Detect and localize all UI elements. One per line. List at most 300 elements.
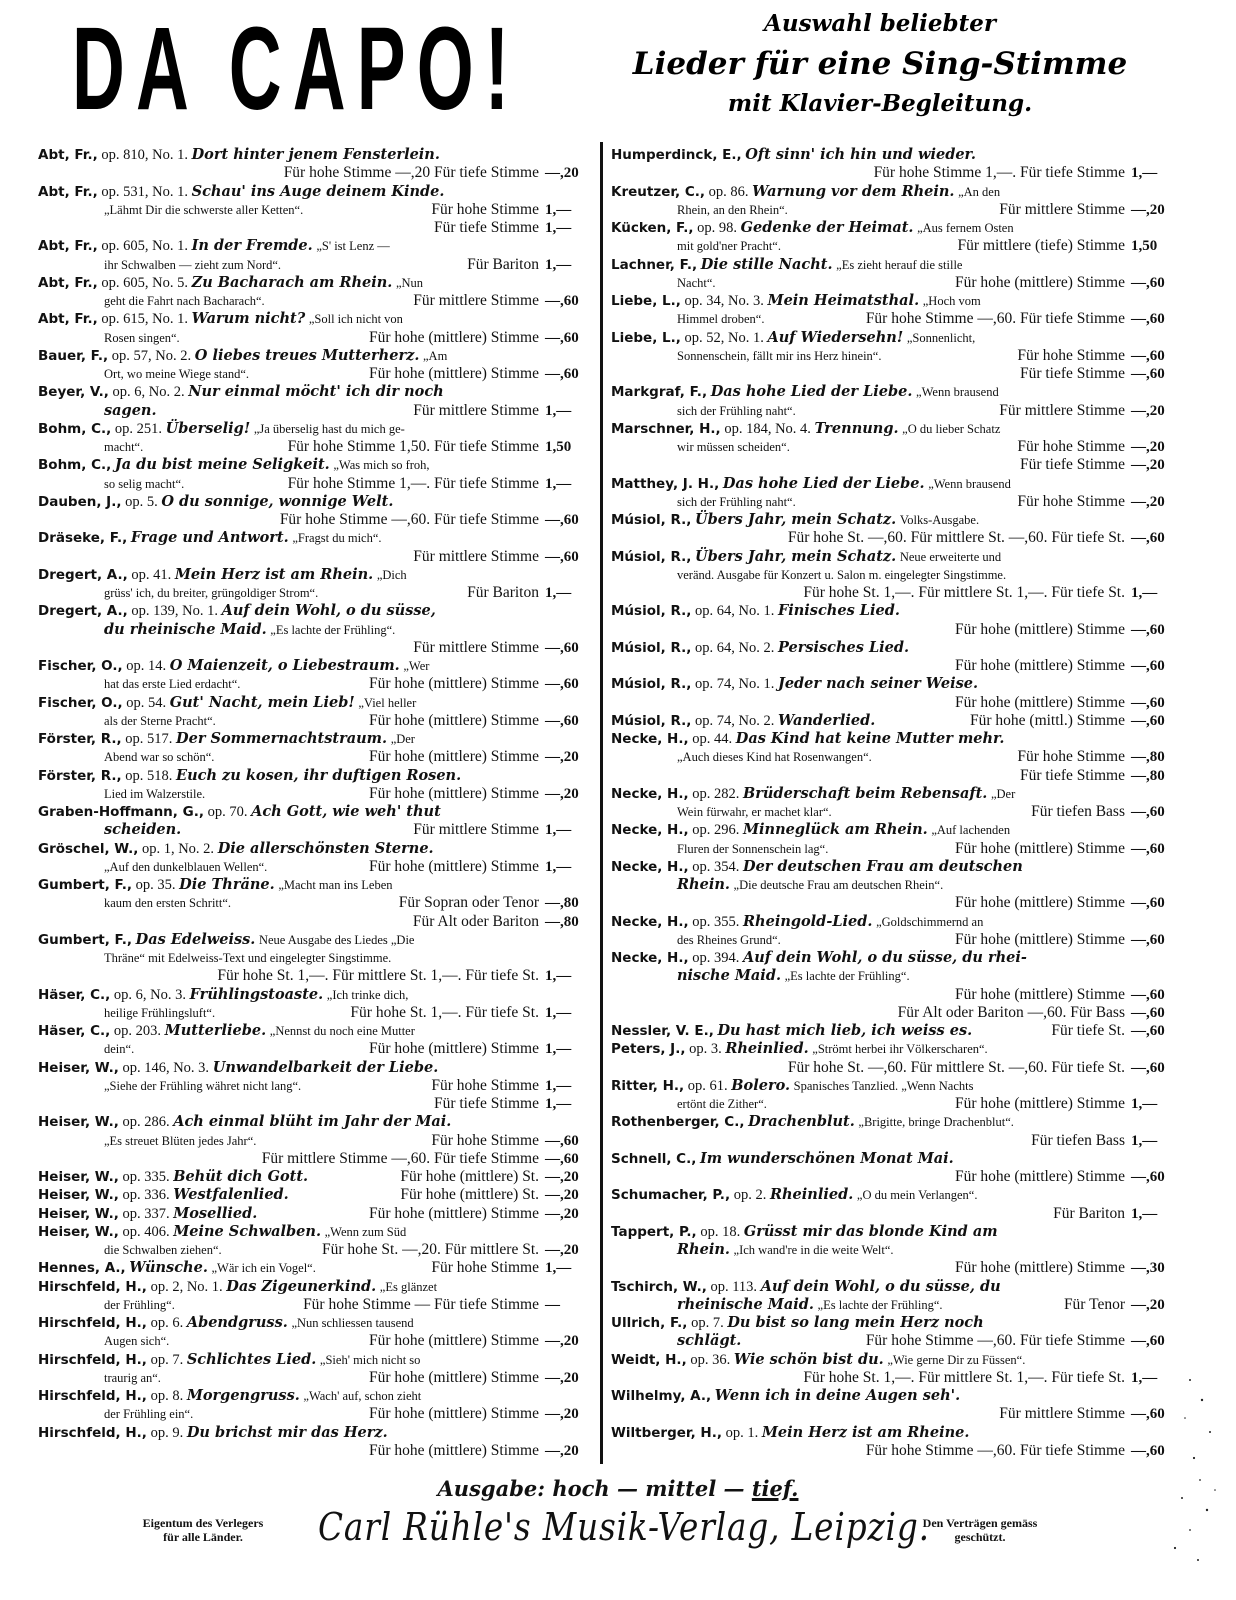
song-quote: „Wenn brausend xyxy=(928,476,1011,491)
copyright-note xyxy=(118,1516,288,1544)
entry-continuation-line xyxy=(38,913,595,931)
song-quote: Rhein, an den Rhein“. xyxy=(677,202,788,217)
entry-first-line xyxy=(611,1113,1181,1131)
entry-text xyxy=(104,256,281,274)
composer-name: Ullrich, F., xyxy=(611,1315,688,1331)
catalog-entry xyxy=(38,1351,595,1388)
voice-type: Für hohe (mittlere) Stimme xyxy=(954,273,1125,291)
price: 1,— xyxy=(545,402,572,419)
song-quote: „Fragst du mich“. xyxy=(292,531,382,546)
entry-text xyxy=(677,274,716,292)
song-quote: sich der Frühling naht“. xyxy=(677,403,796,418)
opus-number: op. 6, No. 3. xyxy=(113,986,187,1003)
voice-type: Für hohe Stimme xyxy=(431,1259,539,1277)
voice-type: Für hohe (mittlere) Stimme xyxy=(954,620,1125,638)
composer-name: Heiser, W., xyxy=(38,1223,119,1240)
composer-name: Necke, H., xyxy=(611,950,689,966)
opus-number: op. 5. xyxy=(125,493,158,510)
song-title: Nur einmal möcht' ich dir noch xyxy=(188,383,444,401)
song-title: Auf Wiedersehn! xyxy=(767,328,904,346)
composer-name: Gumbert, F., xyxy=(38,931,133,948)
price: 1,— xyxy=(545,220,572,236)
song-quote: „Es streuet Blüten jedes Jahr“. xyxy=(104,1133,257,1148)
entry-text xyxy=(104,949,391,967)
composer-name: Músiol, R., xyxy=(611,676,692,693)
song-title: Überselig! xyxy=(165,419,251,437)
entry-text xyxy=(104,402,157,420)
entry-continuation-line xyxy=(611,347,1181,365)
song-title: Ach Gott, wie weh' thut xyxy=(251,803,441,820)
opus-number: op. 605, No. 5. xyxy=(101,274,188,291)
song-quote: Rosen singen“. xyxy=(104,330,180,345)
voice-type: Für hohe St. —,60. Für mittlere St. —,60. Für tiefe St. xyxy=(787,1058,1125,1076)
voice-type: Für mittlere (tiefe) Stimme xyxy=(957,237,1125,255)
entry-first-line xyxy=(38,986,595,1004)
catalog-entry xyxy=(611,730,1181,785)
catalog-entry xyxy=(611,146,1181,183)
entry-text xyxy=(38,1186,289,1204)
voice-type: Für Bariton xyxy=(467,255,539,273)
entry-text xyxy=(611,183,1000,201)
composer-name: Dräseke, F., xyxy=(38,530,128,547)
song-title: Meine Schwalben. xyxy=(173,1222,321,1240)
entry-first-line xyxy=(611,511,1181,529)
price: 1,— xyxy=(545,256,572,273)
opus-number: op. 184, No. 4. xyxy=(724,420,811,437)
song-title: nische Maid. xyxy=(677,967,781,985)
song-quote: „Es lachte der Frühling“. xyxy=(784,969,910,984)
entry-text xyxy=(38,237,390,255)
composer-name: Hirschfeld, H., xyxy=(38,1424,147,1441)
song-quote: „Was mich so froh, xyxy=(333,458,430,473)
entry-continuation-line xyxy=(611,876,1181,894)
song-title: Minneglück am Rhein. xyxy=(743,821,928,839)
price: —,20 xyxy=(1131,457,1165,474)
song-quote: „Aus fernem Osten xyxy=(917,221,1014,235)
price: —,80 xyxy=(1131,767,1165,784)
price: —,60 xyxy=(1131,895,1165,912)
composer-name: Dauben, J., xyxy=(38,493,122,510)
opus-number: op. 64, No. 1. xyxy=(694,603,775,620)
entry-continuation-line xyxy=(38,511,595,529)
entry-first-line xyxy=(38,876,595,894)
catalog-entry xyxy=(611,219,1181,256)
composer-name: Abt, Fr., xyxy=(38,238,98,255)
price: —,60 xyxy=(545,512,579,528)
catalog-entry xyxy=(38,383,595,420)
composer-name: Hirschfeld, H., xyxy=(38,1388,147,1404)
entry-first-line xyxy=(611,1278,1181,1296)
entry-first-line xyxy=(611,730,1181,748)
voice-type: Für hohe (mittlere) Stimme xyxy=(368,1332,539,1350)
price: —,20 xyxy=(545,785,579,802)
entry-continuation-line xyxy=(38,1442,595,1460)
voice-type: Für hohe Stimme —,60. Für tiefe Stimme xyxy=(865,1332,1125,1350)
opus-number: op. 57, No. 2. xyxy=(111,347,192,364)
entry-text xyxy=(38,694,416,712)
price: —,60 xyxy=(1131,1442,1165,1459)
catalog-entry xyxy=(38,1168,595,1186)
opus-number: op. 394. xyxy=(692,950,740,966)
voice-type: Für mittlere Stimme xyxy=(999,1405,1125,1423)
price: —,60 xyxy=(1131,658,1165,674)
price: —,60 xyxy=(545,329,579,346)
song-quote: „O du lieber Schatz xyxy=(902,421,1001,436)
song-quote: „Sieh' mich nicht so xyxy=(319,1352,421,1367)
entry-text xyxy=(611,292,981,310)
catalog-entry xyxy=(611,511,1181,548)
song-title: Der Sommernachtstraum. xyxy=(176,730,388,747)
opus-number: op. 70. xyxy=(207,804,248,820)
price: —,20 xyxy=(1131,493,1165,510)
song-title: Rhein. xyxy=(677,1241,730,1258)
entry-continuation-line xyxy=(611,1168,1181,1186)
catalog-entry xyxy=(38,310,595,347)
entry-text xyxy=(38,274,423,292)
entry-continuation-line xyxy=(611,566,1181,584)
entry-continuation-line xyxy=(38,1095,595,1113)
composer-name: Kücken, F., xyxy=(611,220,694,236)
song-title: Auf dein Wohl, o du süsse, du xyxy=(760,1277,1001,1295)
voice-type: Für Bariton xyxy=(467,584,539,601)
entry-first-line xyxy=(38,237,595,255)
price: 1,— xyxy=(1131,1132,1158,1149)
song-quote: traurig an“. xyxy=(104,1370,161,1385)
entry-continuation-line xyxy=(611,657,1181,675)
price: —,20 xyxy=(1131,402,1165,419)
voice-type: Für hohe (mittlere) Stimme xyxy=(368,1405,539,1423)
entry-text xyxy=(104,785,205,803)
song-quote: „Nennst du noch eine Mutter xyxy=(269,1024,415,1038)
voice-type: Für hohe (mittlere) Stimme xyxy=(368,857,539,875)
entry-first-line xyxy=(611,1150,1181,1168)
song-title: Gut' Nacht, mein Lieb! xyxy=(169,693,355,711)
price: 1,— xyxy=(1131,1096,1158,1112)
voice-type: Für mittlere Stimme —,60. Für tiefe Stimme xyxy=(261,1149,539,1167)
song-title: O liebes treues Mutterherz. xyxy=(194,346,420,364)
opus-number: op. 6, No. 2. xyxy=(112,384,185,401)
opus-number: op. 605, No. 1. xyxy=(101,238,188,255)
column-divider xyxy=(600,142,603,1464)
composer-name: Fischer, O., xyxy=(38,658,123,674)
song-quote: „Wenn brausend xyxy=(916,385,999,400)
voice-type: Für hohe (mittlere) Stimme xyxy=(368,1368,539,1386)
entry-continuation-line xyxy=(611,310,1181,328)
edition-options: hoch — mittel — xyxy=(552,1476,745,1501)
song-quote: hat das erste Lied erdacht“. xyxy=(104,677,241,692)
entry-text xyxy=(104,292,265,310)
song-title: Im wunderschönen Monat Mai. xyxy=(699,1149,954,1167)
entry-continuation-line xyxy=(611,621,1181,639)
entry-text xyxy=(104,584,318,602)
song-quote: Nacht“. xyxy=(677,275,716,290)
entry-text xyxy=(611,730,1004,748)
catalog-entry xyxy=(611,602,1181,639)
catalog-entry xyxy=(611,639,1181,676)
subtitle-line-1: Auswahl beliebter xyxy=(764,10,996,37)
price: —,20 xyxy=(545,749,579,766)
voice-type: Für hohe Stimme 1,50. Für tiefe Stimme xyxy=(287,438,539,455)
song-title: Das hohe Lied der Liebe. xyxy=(710,383,913,401)
composer-name: Gumbert, F., xyxy=(38,877,133,893)
entry-continuation-line xyxy=(38,1150,595,1168)
entry-text xyxy=(38,767,461,785)
voice-type: Für hohe Stimme xyxy=(1017,748,1125,766)
catalog-entry xyxy=(611,1113,1181,1150)
entry-first-line xyxy=(38,840,595,858)
entry-text xyxy=(104,365,249,383)
entry-text xyxy=(611,1113,1014,1131)
voice-type: Für hohe (mittlere) Stimme xyxy=(954,894,1125,912)
entry-continuation-line xyxy=(611,931,1181,949)
entry-continuation-line xyxy=(38,475,595,493)
entry-continuation-line xyxy=(611,1369,1181,1387)
song-quote: „Dich xyxy=(376,567,407,582)
composer-name: Tappert, P., xyxy=(611,1223,697,1240)
voice-type: Für Alt oder Bariton —,60. Für Bass xyxy=(897,1003,1125,1021)
price: —,20 xyxy=(1131,201,1165,218)
composer-name: Häser, C., xyxy=(38,1023,111,1039)
price: 1,— xyxy=(1131,165,1158,182)
entry-continuation-line xyxy=(38,785,595,803)
catalog-entry xyxy=(38,183,595,238)
voice-type: Für hohe (mittlere) Stimme xyxy=(954,839,1125,857)
song-quote: heilige Frühlingsluft“. xyxy=(104,1005,216,1020)
entry-text xyxy=(611,639,909,657)
entry-first-line xyxy=(611,1223,1181,1241)
entry-text xyxy=(611,511,979,529)
song-title: Schau' ins Auge deinem Kinde. xyxy=(191,182,445,200)
song-title: Warnung vor dem Rhein. xyxy=(752,182,955,200)
voice-type: Für hohe (mittlere) Stimme xyxy=(954,693,1125,711)
entry-text xyxy=(677,438,790,456)
song-quote: macht“. xyxy=(104,440,144,454)
entry-first-line xyxy=(38,1205,595,1223)
entry-text xyxy=(611,1022,972,1040)
entry-text xyxy=(611,1387,960,1405)
price: 1,— xyxy=(545,968,572,985)
price: —,20 xyxy=(1131,1296,1165,1313)
entry-text xyxy=(104,712,216,730)
song-title: sagen. xyxy=(104,401,157,419)
composer-name: Abt, Fr., xyxy=(38,147,98,163)
entry-first-line xyxy=(611,1186,1181,1204)
song-title: Jeder nach seiner Weise. xyxy=(777,675,979,693)
composer-name: Wilhelmy, A., xyxy=(611,1388,712,1404)
composer-name: Necke, H., xyxy=(611,913,689,930)
opus-number: op. 517. xyxy=(125,731,173,747)
entry-text xyxy=(38,1113,451,1131)
song-quote: mit gold'ner Pracht“. xyxy=(677,239,781,254)
song-quote: des Rheines Grund“. xyxy=(677,932,781,947)
song-title: du rheinische Maid. xyxy=(104,620,267,638)
entry-continuation-line xyxy=(38,256,595,274)
entry-continuation-line xyxy=(611,748,1181,766)
catalog-entry xyxy=(38,602,595,657)
catalog-entry xyxy=(611,1186,1181,1223)
composer-name: Förster, R., xyxy=(38,767,122,784)
price: —,20 xyxy=(545,1442,579,1459)
entry-first-line xyxy=(611,383,1181,401)
composer-name: Ritter, H., xyxy=(611,1077,685,1094)
price: — xyxy=(545,1296,560,1313)
catalog-entry xyxy=(38,803,595,840)
entry-continuation-line xyxy=(38,329,595,347)
entry-first-line xyxy=(611,329,1181,347)
catalog-entry xyxy=(38,1278,595,1315)
catalog-entry xyxy=(38,986,595,1023)
song-title: Morgengruss. xyxy=(186,1387,300,1404)
entry-continuation-line xyxy=(38,1004,595,1022)
voice-type: Für hohe Stimme —,60. Für tiefe Stimme xyxy=(279,511,539,528)
entry-text xyxy=(104,475,184,493)
song-title: Das Kind hat keine Mutter mehr. xyxy=(735,730,1005,747)
entry-text xyxy=(38,1205,257,1223)
catalog-entry xyxy=(38,657,595,694)
entry-continuation-line xyxy=(38,548,595,566)
catalog-entry xyxy=(38,1223,595,1260)
song-quote: „Der xyxy=(990,786,1016,801)
song-title: Wenn ich in deine Augen seh'. xyxy=(714,1387,961,1404)
price: —,60 xyxy=(1131,931,1165,948)
entry-text xyxy=(611,1314,984,1332)
voice-type: Für hohe Stimme —,60. Für tiefe Stimme xyxy=(865,310,1125,328)
opus-number: op. 282. xyxy=(692,785,740,802)
opus-number: op. 61. xyxy=(687,1077,728,1094)
song-quote: „Am xyxy=(423,348,448,363)
song-title: Bolero. xyxy=(731,1076,791,1094)
song-title: Gedenke der Heimat. xyxy=(740,219,914,236)
entry-continuation-line xyxy=(38,1332,595,1350)
composer-name: Matthey, J. H., xyxy=(611,475,720,492)
copyright-note-line-1: Eigentum des Verlegers xyxy=(142,1516,264,1530)
song-quote: „Wer xyxy=(403,659,430,673)
catalog-entry xyxy=(38,931,595,986)
price: —,20 xyxy=(545,1369,579,1386)
opus-number: op. 52, No. 1. xyxy=(684,329,764,346)
entry-text xyxy=(38,730,415,748)
voice-type: Für hohe Stimme — Für tiefe Stimme xyxy=(303,1295,539,1313)
composer-name: Abt, Fr., xyxy=(38,183,98,200)
opus-number: op. 2, No. 1. xyxy=(150,1278,223,1295)
entry-first-line xyxy=(38,767,595,785)
voice-type: Für hohe St. 1,—. Für mittlere St. 1,—. Für tiefe St. xyxy=(803,584,1125,601)
catalog-entry xyxy=(38,1022,595,1059)
entry-first-line xyxy=(38,146,595,164)
entry-text xyxy=(104,1405,193,1423)
voice-type: Für hohe (mittlere) St. xyxy=(400,1186,539,1204)
entry-text xyxy=(38,456,430,474)
song-title: Übers Jahr, mein Schatz. xyxy=(694,511,897,528)
entry-continuation-line xyxy=(38,639,595,657)
composer-name: Hennes, A., xyxy=(38,1260,126,1277)
entry-text xyxy=(104,748,214,766)
voice-type: Für Bariton xyxy=(1053,1204,1125,1222)
voice-type: Für mittlere Stimme xyxy=(413,547,539,565)
song-quote: Abend war so schön“. xyxy=(104,750,215,765)
entry-text xyxy=(38,602,436,620)
entry-text xyxy=(611,1040,988,1058)
entry-first-line xyxy=(38,1168,595,1186)
entry-first-line xyxy=(38,493,595,511)
opus-number: op. 354. xyxy=(692,858,740,875)
entry-text xyxy=(38,183,444,201)
voice-type: Für hohe Stimme xyxy=(1017,438,1125,455)
entry-text xyxy=(677,931,781,949)
entry-text xyxy=(104,1132,256,1150)
price: 1,— xyxy=(545,1260,572,1277)
voice-type: Für Sopran oder Tenor xyxy=(398,894,539,912)
entry-continuation-line xyxy=(38,365,595,383)
entry-first-line xyxy=(611,712,1181,730)
voice-type: Für mittlere Stimme xyxy=(413,821,539,839)
entry-text xyxy=(38,529,382,547)
protection-note-line-1: Den Verträgen gemäss xyxy=(922,1516,1038,1530)
entry-continuation-line xyxy=(611,493,1181,511)
subtitle-line-2: Lieder für eine Sing-Stimme xyxy=(632,46,1128,82)
entry-continuation-line xyxy=(38,949,595,967)
entry-continuation-line xyxy=(611,840,1181,858)
song-quote: Lied im Walzerstile. xyxy=(104,786,206,801)
entry-first-line xyxy=(611,1022,1181,1040)
composer-name: Bauer, F., xyxy=(38,347,109,364)
opus-number: op. 18. xyxy=(700,1223,741,1240)
song-title: Mein Herz ist am Rheine. xyxy=(761,1423,970,1441)
song-title: Brüderschaft beim Rebensaft. xyxy=(743,784,988,802)
entry-first-line xyxy=(38,1314,595,1332)
voice-type: Für hohe Stimme 1,—. Für tiefe Stimme xyxy=(287,474,539,492)
song-quote: Augen sich“. xyxy=(104,1334,170,1349)
song-quote: „Wär ich ein Vogel“. xyxy=(211,1261,316,1276)
catalog-entry xyxy=(611,949,1181,1022)
entry-text xyxy=(611,329,975,347)
price: 1,— xyxy=(545,1041,572,1058)
song-title: scheiden. xyxy=(104,821,182,839)
catalog-entry xyxy=(38,1387,595,1424)
catalog-title: DA CAPO! xyxy=(72,3,521,135)
entry-continuation-line xyxy=(38,438,595,456)
entry-text xyxy=(677,347,881,365)
price: —,60 xyxy=(1131,274,1165,291)
entry-continuation-line xyxy=(38,748,595,766)
composer-name: Dregert, A., xyxy=(38,603,128,620)
composer-name: Heiser, W., xyxy=(38,1059,119,1076)
song-title: Die allerschönsten Sterne. xyxy=(217,839,434,857)
song-quote: „Viel heller xyxy=(358,695,417,710)
song-quote: „Wie gerne Dir zu Füssen“. xyxy=(887,1352,1026,1367)
song-quote: „Ja überselig hast du mich ge- xyxy=(253,421,405,436)
entry-continuation-line xyxy=(38,621,595,639)
entry-first-line xyxy=(611,1424,1181,1442)
entry-first-line xyxy=(611,858,1181,876)
edition-label: Ausgabe: xyxy=(437,1476,545,1501)
song-quote: „Es glänzet xyxy=(379,1279,438,1294)
entry-text xyxy=(38,493,393,511)
voice-type: Für hohe Stimme xyxy=(1017,346,1125,364)
opus-number: op. 14. xyxy=(126,658,167,674)
song-quote: „Macht man ins Leben xyxy=(278,878,393,892)
composer-name: Necke, H., xyxy=(611,785,689,802)
song-title: Frage und Antwort. xyxy=(130,529,289,547)
voice-type: Für hohe (mittlere) Stimme xyxy=(368,784,539,802)
song-title: Das Zigeunerkind. xyxy=(226,1277,377,1295)
catalog-entry xyxy=(38,1186,595,1204)
entry-continuation-line xyxy=(38,402,595,420)
composer-name: Hirschfeld, H., xyxy=(38,1315,147,1331)
entry-text xyxy=(677,967,910,985)
song-quote: „Wach' auf, schon zieht xyxy=(303,1389,422,1403)
entry-text xyxy=(38,876,393,894)
